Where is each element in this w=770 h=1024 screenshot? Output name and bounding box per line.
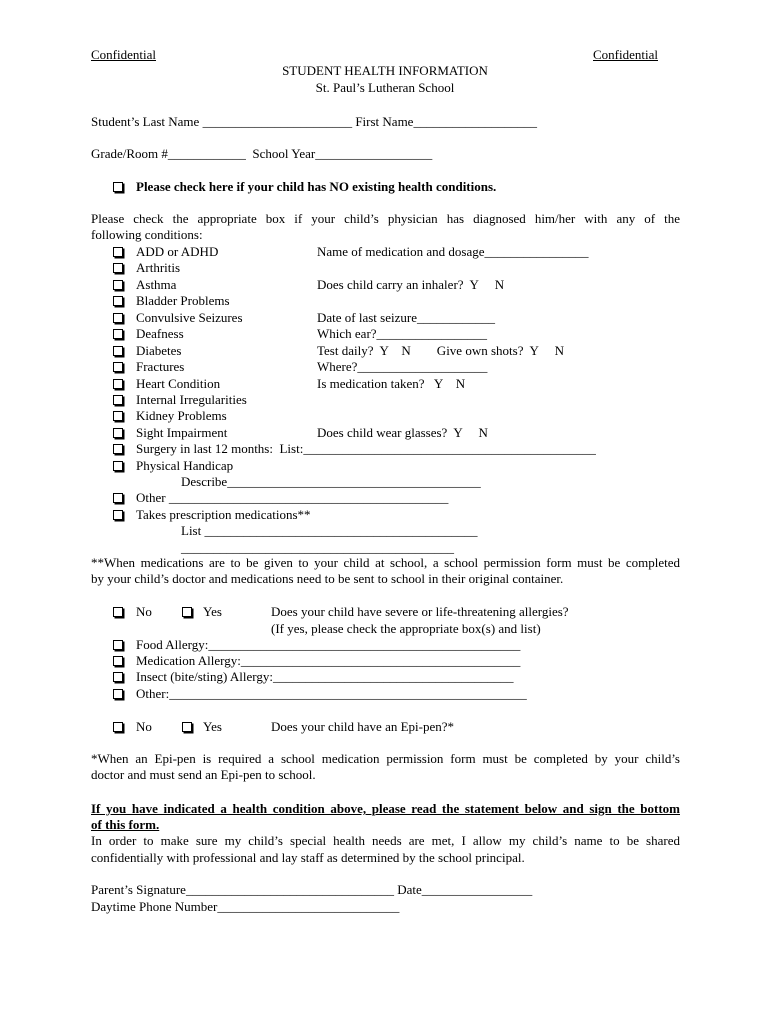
condition-note[interactable]: Is medication taken? Y N bbox=[317, 376, 466, 391]
condition-note[interactable]: Test daily? Y N Give own shots? Y N bbox=[317, 343, 565, 358]
physical-handicap-label: Physical Handicap bbox=[136, 458, 234, 473]
food-allergy-line[interactable]: Food Allergy:________________________________________________ bbox=[136, 637, 521, 652]
condition-note[interactable]: Name of medication and dosage________________ bbox=[317, 244, 589, 259]
condition-checkbox-seizures[interactable] bbox=[113, 313, 123, 323]
confidential-left: Confidential bbox=[91, 47, 156, 62]
condition-label: Asthma bbox=[136, 277, 177, 292]
condition-label: Kidney Problems bbox=[136, 408, 227, 423]
allergy-yes-checkbox[interactable] bbox=[182, 607, 192, 617]
prescription-checkbox[interactable] bbox=[113, 510, 123, 520]
condition-note[interactable]: Does child wear glasses? Y N bbox=[317, 425, 488, 440]
statement-line-1: In order to make sure my child’s special health needs are met, I allow my child’s name to be shared bbox=[91, 833, 680, 848]
statement-heading-line-2: of this form. bbox=[91, 817, 160, 832]
surgery-line[interactable]: Surgery in last 12 months: List:_____________________________________________ bbox=[136, 441, 596, 456]
other-condition-line[interactable]: Other ___________________________________________ bbox=[136, 490, 449, 505]
statement-line-2: confidentially with professional and lay staff as determined by the school principal. bbox=[91, 850, 525, 865]
other-allergy-line[interactable]: Other:_______________________________________________________ bbox=[136, 686, 527, 701]
condition-checkbox-heart[interactable] bbox=[113, 379, 123, 389]
phone-number-line[interactable]: Daytime Phone Number____________________________ bbox=[91, 899, 400, 914]
instructions-line-1: Please check the appropriate box if your child’s physician has diagnosed him/her with any of the bbox=[91, 211, 680, 226]
epipen-question: Does your child have an Epi-pen?* bbox=[271, 719, 455, 734]
insect-allergy-line[interactable]: Insect (bite/sting) Allergy:_____________________________________ bbox=[136, 669, 514, 684]
physical-handicap-checkbox[interactable] bbox=[113, 461, 123, 471]
condition-label: Convulsive Seizures bbox=[136, 310, 243, 325]
condition-checkbox-fractures[interactable] bbox=[113, 362, 123, 372]
epipen-note-line-2: doctor and must send an Epi-pen to school. bbox=[91, 767, 316, 782]
condition-label: Internal Irregularities bbox=[136, 392, 247, 407]
describe-line[interactable]: Describe_______________________________________ bbox=[181, 474, 481, 489]
student-name-line[interactable]: Student’s Last Name _______________________ First Name___________________ bbox=[91, 114, 537, 129]
medication-note-line-1: **When medications are to be given to your child at school, a school permission form must be completed bbox=[91, 555, 680, 570]
prescription-list-line-2[interactable]: __________________________________________ bbox=[181, 540, 454, 555]
condition-checkbox-deafness[interactable] bbox=[113, 329, 123, 339]
prescription-label: Takes prescription medications** bbox=[136, 507, 311, 522]
other-allergy-checkbox[interactable] bbox=[113, 689, 123, 699]
condition-checkbox-diabetes[interactable] bbox=[113, 346, 123, 356]
other-condition-checkbox[interactable] bbox=[113, 493, 123, 503]
allergy-yes-label: Yes bbox=[203, 604, 222, 619]
condition-checkbox-asthma[interactable] bbox=[113, 280, 123, 290]
condition-note[interactable]: Date of last seizure____________ bbox=[317, 310, 495, 325]
epipen-no-checkbox[interactable] bbox=[113, 722, 123, 732]
condition-note[interactable]: Where?____________________ bbox=[317, 359, 488, 374]
condition-note[interactable]: Does child carry an inhaler? Y N bbox=[317, 277, 505, 292]
prescription-list-line[interactable]: List __________________________________________ bbox=[181, 523, 478, 538]
grade-year-line[interactable]: Grade/Room #____________ School Year__________________ bbox=[91, 146, 433, 161]
allergy-no-label: No bbox=[136, 604, 152, 619]
condition-checkbox-internal[interactable] bbox=[113, 395, 123, 405]
condition-checkbox-arthritis[interactable] bbox=[113, 263, 123, 273]
school-name: St. Paul’s Lutheran School bbox=[315, 80, 455, 95]
no-conditions-label: Please check here if your child has NO existing health conditions. bbox=[136, 179, 497, 194]
food-allergy-checkbox[interactable] bbox=[113, 640, 123, 650]
condition-checkbox-kidney[interactable] bbox=[113, 411, 123, 421]
confidential-right: Confidential bbox=[593, 47, 658, 62]
allergy-no-checkbox[interactable] bbox=[113, 607, 123, 617]
signature-line[interactable]: Parent’s Signature________________________________ Date_________________ bbox=[91, 882, 533, 897]
medication-allergy-checkbox[interactable] bbox=[113, 656, 123, 666]
condition-checkbox-bladder[interactable] bbox=[113, 296, 123, 306]
epipen-yes-label: Yes bbox=[203, 719, 222, 734]
condition-label: Fractures bbox=[136, 359, 185, 374]
medication-note-line-2: by your child’s doctor and medications need to be sent to school in their original container. bbox=[91, 571, 564, 586]
condition-label: Heart Condition bbox=[136, 376, 221, 391]
condition-note[interactable]: Which ear?_________________ bbox=[317, 326, 488, 341]
condition-label: Deafness bbox=[136, 326, 184, 341]
condition-label: Sight Impairment bbox=[136, 425, 228, 440]
statement-heading-line-1: If you have indicated a health condition above, please read the statement below and sign the bottom bbox=[91, 801, 680, 816]
epipen-yes-checkbox[interactable] bbox=[182, 722, 192, 732]
condition-label: Bladder Problems bbox=[136, 293, 230, 308]
condition-label: Diabetes bbox=[136, 343, 182, 358]
epipen-no-label: No bbox=[136, 719, 152, 734]
condition-label: ADD or ADHD bbox=[136, 244, 219, 259]
condition-checkbox-add[interactable] bbox=[113, 247, 123, 257]
no-conditions-checkbox[interactable] bbox=[113, 182, 123, 192]
instructions-line-2: following conditions: bbox=[91, 227, 203, 242]
surgery-checkbox[interactable] bbox=[113, 444, 123, 454]
epipen-note-line-1: *When an Epi-pen is required a school medication permission form must be completed by your child’s bbox=[91, 751, 680, 766]
condition-checkbox-sight[interactable] bbox=[113, 428, 123, 438]
allergy-subtext: (If yes, please check the appropriate box(s) and list) bbox=[271, 621, 541, 636]
condition-label: Arthritis bbox=[136, 260, 181, 275]
allergy-question: Does your child have severe or life-threatening allergies? bbox=[271, 604, 569, 619]
medication-allergy-line[interactable]: Medication Allergy:___________________________________________ bbox=[136, 653, 521, 668]
insect-allergy-checkbox[interactable] bbox=[113, 672, 123, 682]
form-title: STUDENT HEALTH INFORMATION bbox=[282, 63, 488, 78]
